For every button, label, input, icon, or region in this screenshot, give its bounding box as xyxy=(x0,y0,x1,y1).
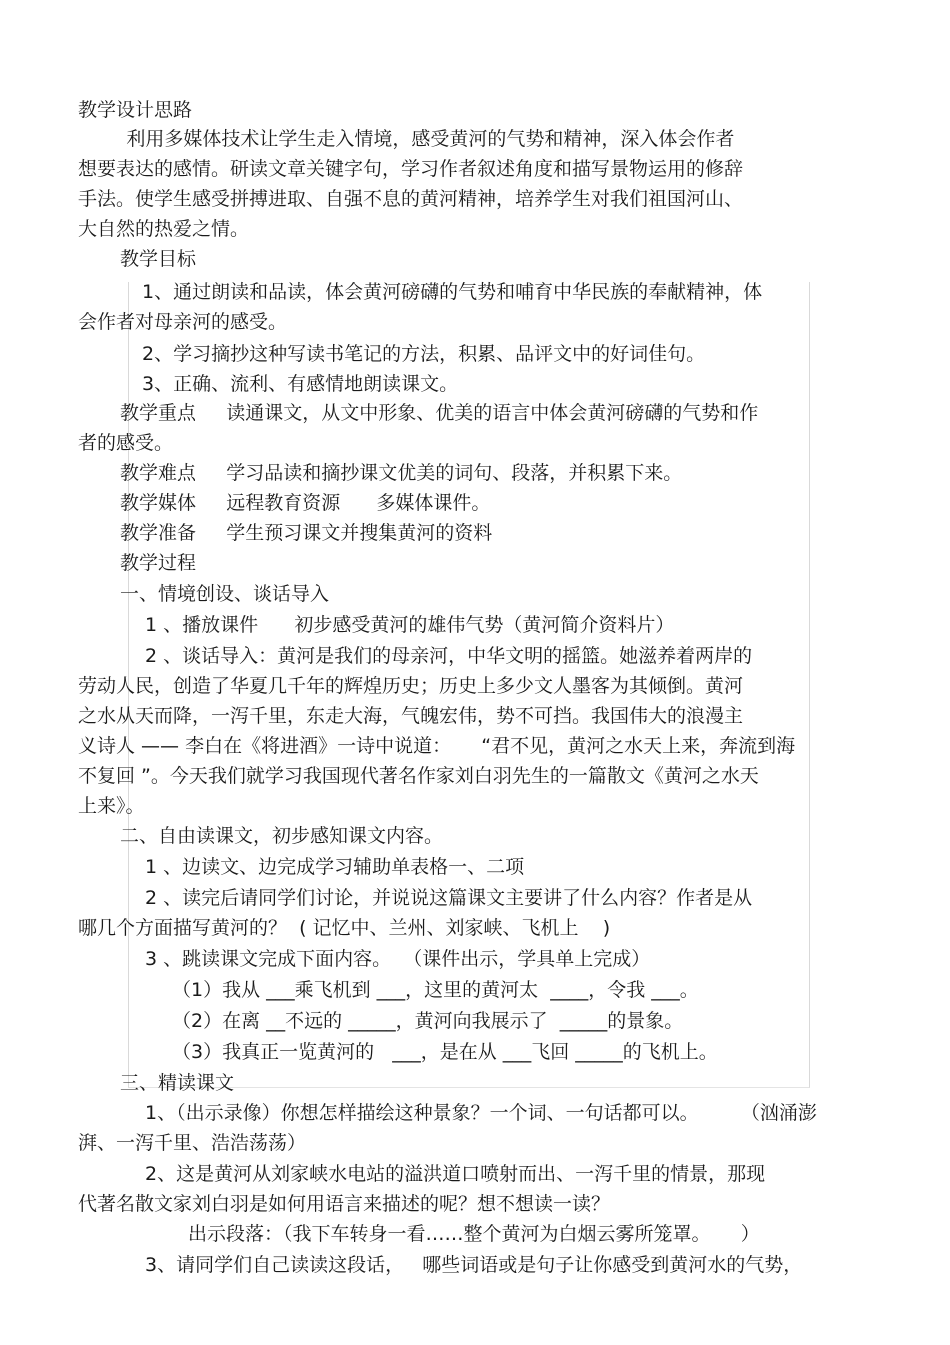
section-2-item-2: 2 、读完后请同学们讨论，并说说这篇课文主要讲了什么内容？作者是从 xyxy=(145,887,753,909)
section-1-item-1: 1 、播放课件 初步感受黄河的雄伟气势（黄河简介资料片） xyxy=(145,614,675,636)
heading-teaching-goals: 教学目标 xyxy=(120,248,197,270)
paragraph-line: 劳动人民，创造了华夏几千年的辉煌历史；历史上多少文人墨客为其倾倒。黄河 xyxy=(78,675,744,697)
teaching-preparation: 教学准备 学生预习课文并搜集黄河的资料 xyxy=(120,522,493,544)
teaching-difficulty: 教学难点 学习品读和摘抄课文优美的词句、段落，并积累下来。 xyxy=(120,462,683,484)
section-1-item-2: 2 、谈话导入：黄河是我们的母亲河，中华文明的摇篮。她滋养着两岸的 xyxy=(145,645,753,667)
paragraph-line: 想要表达的感情。研读文章关键字句，学习作者叙述角度和描写景物运用的修辞 xyxy=(78,158,744,180)
teaching-key-point-cont: 者的感受。 xyxy=(78,432,174,454)
paragraph-line: 代著名散文家刘白羽是如何用语言来描述的呢？想不想读一读？ xyxy=(78,1193,611,1215)
section-2-item-3: 3 、跳读课文完成下面内容。 （课件出示，学具单上完成） xyxy=(145,948,651,970)
paragraph-line: 不复回 ”。今天我们就学习我国现代著名作家刘白羽先生的一篇散文《黄河之水天 xyxy=(78,765,759,787)
show-paragraph: 出示段落：（我下车转身一看……整个黄河为白烟云雾所笼罩。 ） xyxy=(188,1223,760,1245)
fill-blank-3: （3）我真正一览黄河的 ___，是在从 ___飞回 _____的飞机上。 xyxy=(172,1041,718,1063)
goal-item-2: 2、学习摘抄这种写读书笔记的方法，积累、品评文中的好词佳句。 xyxy=(142,343,706,365)
paragraph-line: 之水从天而降，一泻千里，东走大海，气魄宏伟，势不可挡。我国伟大的浪漫主 xyxy=(78,705,744,727)
paragraph-line: 湃、一泻千里、浩浩荡荡） xyxy=(78,1132,307,1154)
section-1-heading: 一、情境创设、谈话导入 xyxy=(120,583,330,605)
paragraph-line: 哪几个方面描写黄河的？ ( 记忆中、兰州、刘家峡、飞机上 ) xyxy=(78,917,611,939)
paragraph-line: 手法。使学生感受拼搏进取、自强不息的黄河精神，培养学生对我们祖国河山、 xyxy=(78,188,744,210)
section-3-heading: 三、精读课文 xyxy=(120,1072,235,1094)
section-2-item-1: 1 、边读文、边完成学习辅助单表格一、二项 xyxy=(145,856,525,878)
teaching-media: 教学媒体 远程教育资源 多媒体课件。 xyxy=(120,492,491,514)
goal-item-1: 1、通过朗读和品读，体会黄河磅礴的气势和哺育中华民族的奉献精神，体 xyxy=(142,281,763,303)
goal-item-3: 3、正确、流利、有感情地朗读课文。 xyxy=(142,373,459,395)
section-2-heading: 二、自由读课文，初步感知课文内容。 xyxy=(120,825,444,847)
heading-teaching-process: 教学过程 xyxy=(120,552,197,574)
section-3-item-1: 1、（出示录像）你想怎样描绘这种景象？一个词、一句话都可以。 （汹涌澎 xyxy=(145,1102,817,1124)
paragraph-line: 利用多媒体技术让学生走入情境，感受黄河的气势和精神，深入体会作者 xyxy=(78,128,735,150)
goal-item-1-continued: 会作者对母亲河的感受。 xyxy=(78,311,288,333)
fill-blank-1: （1）我从 ___乘飞机到 ___，这里的黄河太 ____，令我 ___。 xyxy=(172,979,699,1001)
section-3-item-3: 3、请同学们自己读读这段话， 哪些词语或是句子让你感受到黄河水的气势， xyxy=(145,1254,803,1276)
teaching-key-point: 教学重点 读通课文，从文中形象、优美的语言中体会黄河磅礴的气势和作 xyxy=(120,402,759,424)
fill-blank-2: （2）在离 __不远的 _____，黄河向我展示了 _____的景象。 xyxy=(172,1010,684,1032)
paragraph-line: 上来》。 xyxy=(78,795,145,817)
paragraph-line: 大自然的热爱之情。 xyxy=(78,218,250,240)
section-3-item-2: 2、这是黄河从刘家峡水电站的溢洪道口喷射而出、一泻千里的情景，那现 xyxy=(145,1163,766,1185)
paragraph-line: 义诗人 —— 李白在《将进酒》一诗中说道： “君不见，黄河之水天上来，奔流到海 xyxy=(78,735,796,757)
heading-design-idea: 教学设计思路 xyxy=(78,99,193,121)
